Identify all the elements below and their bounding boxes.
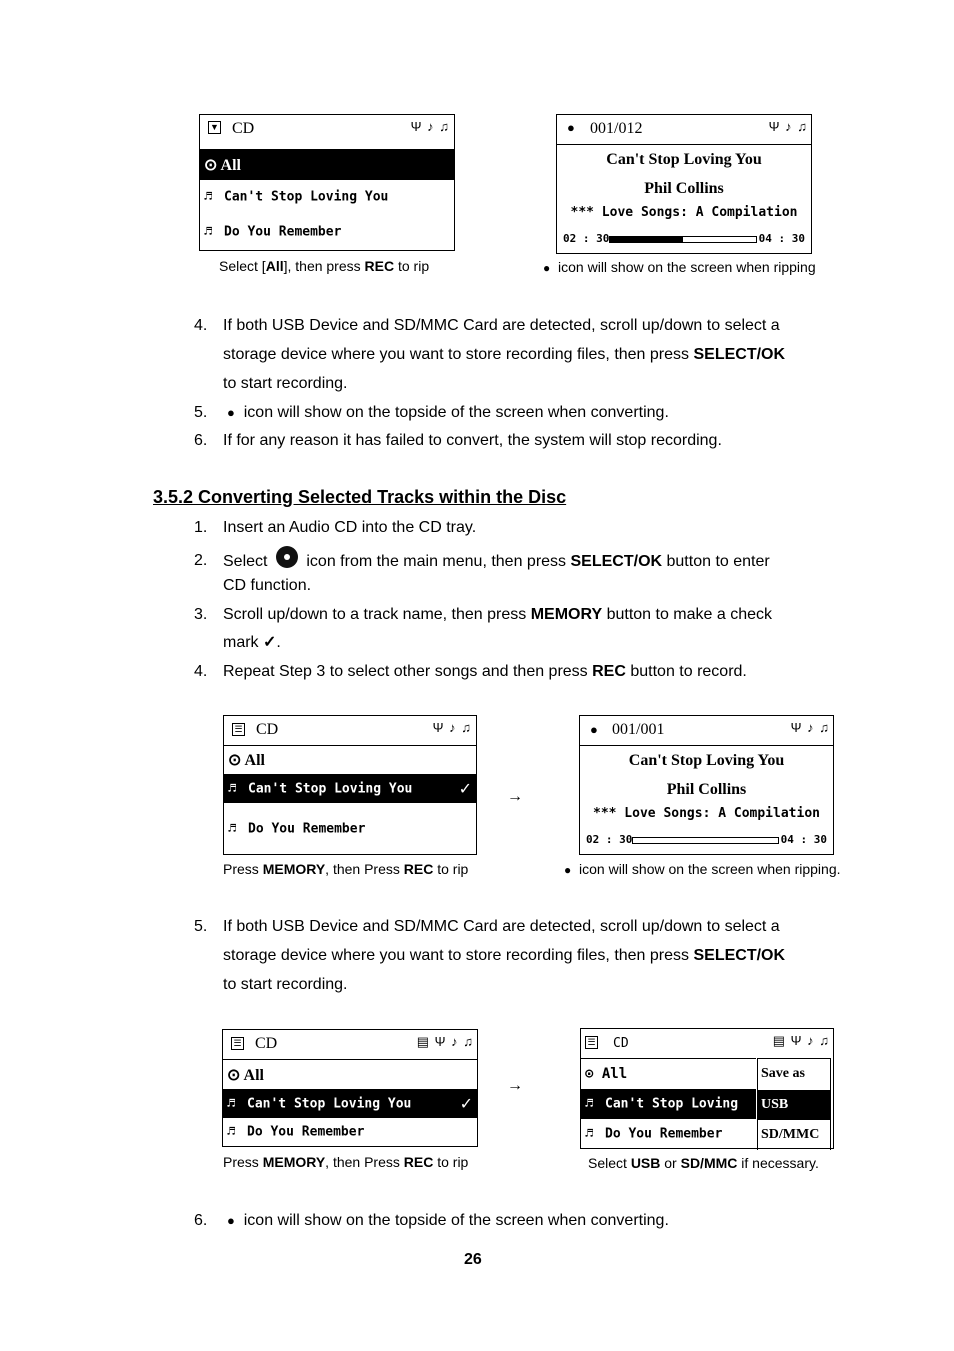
song-title: Can't Stop Loving You bbox=[606, 151, 762, 168]
status-icons: Ψ ♪ ♫ bbox=[410, 119, 450, 134]
track-counter: 001/001 bbox=[612, 721, 665, 738]
screen-header: CD bbox=[232, 120, 255, 137]
list-item-track-selected[interactable]: ♬ Can't Stop Loving bbox=[581, 1089, 756, 1119]
status-icons: Ψ ♪ ♫ bbox=[432, 720, 472, 735]
save-as-screen bbox=[580, 1028, 834, 1149]
record-dot-icon: ● bbox=[227, 1213, 235, 1228]
disc-icon: ⊙ bbox=[227, 1066, 241, 1084]
record-dot-icon: ● bbox=[567, 120, 575, 135]
list-item-track[interactable]: ♬ Can't Stop Loving You bbox=[204, 189, 389, 205]
list-item-all[interactable]: ⊙ All bbox=[581, 1058, 756, 1089]
artist-name: Phil Collins bbox=[644, 180, 724, 197]
music-note-icon: ♬ bbox=[204, 224, 212, 240]
status-icons: Ψ ♪ ♫ bbox=[768, 119, 808, 134]
progress-bar bbox=[632, 837, 779, 844]
music-note-icon: ♬ bbox=[585, 1126, 593, 1141]
music-note-icon: ♬ bbox=[227, 1124, 235, 1140]
list-item-track[interactable]: ♬ Do You Remember bbox=[227, 1124, 365, 1140]
elapsed-time: 02 : 30 bbox=[563, 232, 610, 245]
album-name: *** Love Songs: A Compilation bbox=[570, 205, 798, 220]
music-note-icon: ♬ bbox=[585, 1096, 593, 1112]
arrow-icon: → bbox=[507, 788, 523, 805]
player1-caption: ● icon will show on the screen when ripping bbox=[543, 259, 816, 275]
save-as-popup bbox=[757, 1058, 831, 1150]
track-counter: 001/012 bbox=[590, 120, 643, 137]
check-mark-icon: ✓ bbox=[263, 634, 277, 651]
music-note-icon: ♬ bbox=[227, 1096, 235, 1111]
progress-fill bbox=[610, 237, 683, 242]
album-name: *** Love Songs: A Compilation bbox=[593, 806, 820, 821]
cd-mode-icon: ☰ bbox=[232, 723, 245, 736]
disc-icon: ⊙ bbox=[585, 1066, 594, 1082]
music-note-icon: ♬ bbox=[228, 821, 236, 836]
player-screen-1 bbox=[556, 114, 812, 254]
list-item-all[interactable]: ⊙ All bbox=[200, 149, 454, 180]
elapsed-time: 02 : 30 bbox=[586, 833, 633, 846]
screen4-caption: Select USB or SD/MMC if necessary. bbox=[588, 1155, 819, 1171]
music-note-icon: ♬ bbox=[228, 781, 236, 796]
progress-bar bbox=[609, 236, 757, 243]
cd-mode-icon: ☰ bbox=[231, 1037, 244, 1050]
screen3-caption: Press MEMORY, then Press REC to rip bbox=[223, 1154, 469, 1170]
cd-list-screen-2 bbox=[223, 715, 477, 855]
page-number: 26 bbox=[464, 1251, 482, 1268]
screen-header: CD bbox=[613, 1036, 629, 1051]
now-playing-panel bbox=[580, 745, 833, 854]
arrow-icon: → bbox=[507, 1077, 523, 1094]
player2-caption: ● icon will show on the screen when ripping. bbox=[564, 861, 841, 877]
sdmmc-option[interactable]: SD/MMC bbox=[761, 1127, 820, 1142]
cd-menu-icon bbox=[276, 546, 298, 568]
check-mark-icon: ✓ bbox=[458, 780, 472, 798]
record-dot-icon: ● bbox=[543, 261, 551, 275]
list-item-all[interactable]: ⊙ All bbox=[223, 1059, 477, 1089]
list-item-track[interactable]: ♬ Do You Remember bbox=[204, 224, 342, 240]
usb-option[interactable]: USB bbox=[758, 1090, 830, 1120]
record-dot-icon: ● bbox=[564, 863, 572, 877]
screen1-caption: Select [All], then press REC to rip bbox=[219, 258, 430, 274]
music-note-icon: ♬ bbox=[204, 189, 212, 205]
screen-header: CD bbox=[256, 721, 279, 738]
status-icons: Ψ ♪ ♫ bbox=[790, 720, 830, 735]
status-icons: ▤ Ψ ♪ ♫ bbox=[772, 1033, 830, 1048]
cd-list-screen-3 bbox=[222, 1029, 478, 1147]
list-item-track[interactable]: ♬ Do You Remember bbox=[585, 1126, 723, 1141]
disc-icon: ⊙ bbox=[228, 752, 242, 769]
total-time: 04 : 30 bbox=[780, 833, 827, 846]
cd-list-screen-1 bbox=[199, 114, 455, 251]
section-title: 3.5.2 Converting Selected Tracks within the Disc bbox=[153, 487, 567, 507]
song-title: Can't Stop Loving You bbox=[628, 752, 785, 769]
list-item-track[interactable]: ♬ Do You Remember bbox=[228, 821, 366, 836]
screen2-caption: Press MEMORY, then Press REC to rip bbox=[223, 861, 469, 877]
total-time: 04 : 30 bbox=[758, 232, 805, 245]
screen-header: CD bbox=[255, 1035, 278, 1052]
cd-mode-icon: ▼ bbox=[208, 121, 221, 134]
record-dot-icon: ● bbox=[590, 722, 598, 737]
artist-name: Phil Collins bbox=[666, 781, 747, 798]
list-item-all[interactable]: ⊙ All bbox=[224, 745, 476, 774]
list-item-track-selected[interactable]: ♬ Can't Stop Loving You ✓ bbox=[223, 1089, 477, 1118]
status-icons: ▤ Ψ ♪ ♫ bbox=[416, 1034, 474, 1049]
player-screen-2 bbox=[579, 715, 834, 855]
save-as-label: Save as bbox=[761, 1066, 805, 1081]
cd-mode-icon: ☰ bbox=[585, 1036, 598, 1049]
check-mark-icon: ✓ bbox=[459, 1095, 473, 1113]
disc-icon: ⊙ bbox=[204, 157, 218, 174]
list-item-track-selected[interactable]: ♬ Can't Stop Loving You ✓ bbox=[224, 774, 476, 803]
record-dot-icon: ● bbox=[227, 405, 235, 420]
now-playing-panel bbox=[557, 144, 811, 253]
